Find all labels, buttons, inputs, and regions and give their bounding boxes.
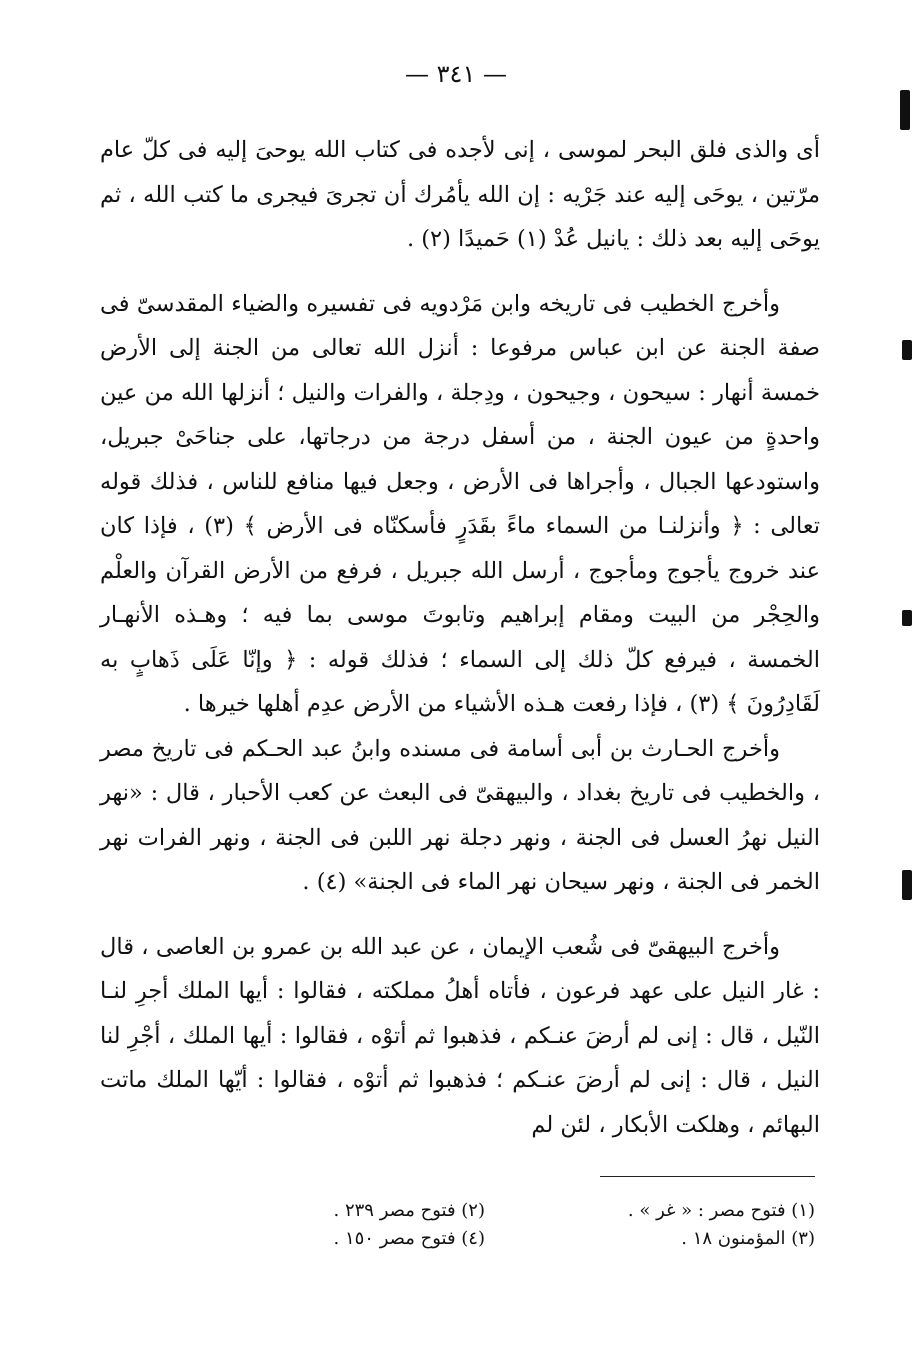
- scan-edge-mark: [902, 340, 912, 360]
- footnote-row: [240, 1225, 815, 1253]
- scan-edge-mark: [902, 870, 912, 900]
- footnote-row: [240, 1197, 815, 1225]
- footnotes: [240, 1197, 815, 1253]
- paragraph-2: وأخرج الخطيب فى تاريخه وابن مَرْدويه فى تفسيره والضياء المقدسىّ فى صفة الجنة عن ابن عباس مرفوعا : أنزل الله تعالى من الجنة إلى الأرض خمسة أنهار : سيحون ، وجيحون ، ودِجلة ، والفرات والنيل ؛ أنزلها الله من عين واحدةٍ من عيون الجنة ، من أسفل درجة من درجاتها، على جناحَىْ جبريل، واستودعها الجبال ، وأجراها فى الأرض ، وجعل فيها منافع للناس ، فذلك قوله تعالى : ﴿ وأنزلنـا من السماء ماءً بقَدَرٍ فأسكنّاه فى الأرض ﴾ (٣) ، فإذا كان عند خروج يأجوج ومأجوج ، أرسل الله جبريل ، فرفع من الأرض القرآن والعلْم والحِجْر من البيت ومقام إبراهيم وتابوتَ موسى بما فيه ؛ وهـذه الأنهـار الخمسة ، فيرفع كلّ ذلك إلى السماء ؛ فذلك قوله : ﴿ وإنّا عَلَى ذَهابٍ به لَقَادِرُونَ ﴾ (٣) ، فإذا رفعت هـذه الأشياء من الأرض عدِم أهلها خيرها .: [100, 290, 821, 717]
- paragraph-3: وأخرج الحـارث بن أبى أسامة فى مسنده وابنُ عبد الحـكم فى تاريخ مصر ، والخطيب فى تاريخ بغداد ، والبيهقىّ فى البعث عن كعب الأحبار ، قال : «نهر النيل نهرُ العسل فى الجنة ، ونهر دجلة نهر اللبن فى الجنة ، ونهر الفرات نهر الخمر فى الجنة ، ونهر سيحان نهر الماء فى الجنة» (٤) .: [100, 735, 820, 895]
- paragraph-4: وأخرج البيهقىّ فى شُعب الإيمان ، عن عبد الله بن عمرو بن العاصى ، قال : غار النيل على عهد فرعون ، فأتاه أهلُ مملكته ، فقالوا : أيها الملك أجرِ لنـا النّيل ، قال : إنى لم أرضَ عنـكم ، فذهبوا ثم أتوْه ، فقالوا : أيها الملك ، أجْرِ لنا النيل ، قال : إنى لم أرضَ عنـكم ؛ فذهبوا ثم أتوْه ، فقالوا : أيّها الملك ماتت البهائم ، وهلكت الأبكار ، لئن لم: [100, 933, 820, 1138]
- footnote-1: (١) فتوح مصر : « غر » .: [627, 1200, 815, 1221]
- main-text: [100, 128, 820, 1147]
- footnote-3: (٣) المؤمنون ١٨ .: [681, 1228, 815, 1249]
- scan-edge-mark: [902, 610, 912, 626]
- footnote-divider: [600, 1176, 815, 1177]
- scan-edge-mark: [900, 90, 910, 130]
- footnote-2: (٢) فتوح مصر ٢٣٩ .: [333, 1200, 485, 1221]
- footnote-4: (٤) فتوح مصر ١٥٠ .: [333, 1228, 485, 1249]
- page-number: — ٣٤١ —: [405, 60, 507, 88]
- paragraph-1: أى والذى فلق البحر لموسى ، إنى لأجده فى كتاب الله يوحىَ إليه فى كلّ عام مرّتين ، يوحَى إليه عند جَرْيه : إن الله يأمُرك أن تجرىَ فيجرى ما كتب الله ، ثم يوحَى إليه بعد ذلك : يانيل عُدْ (١) حَميدًا (٢) .: [100, 137, 820, 252]
